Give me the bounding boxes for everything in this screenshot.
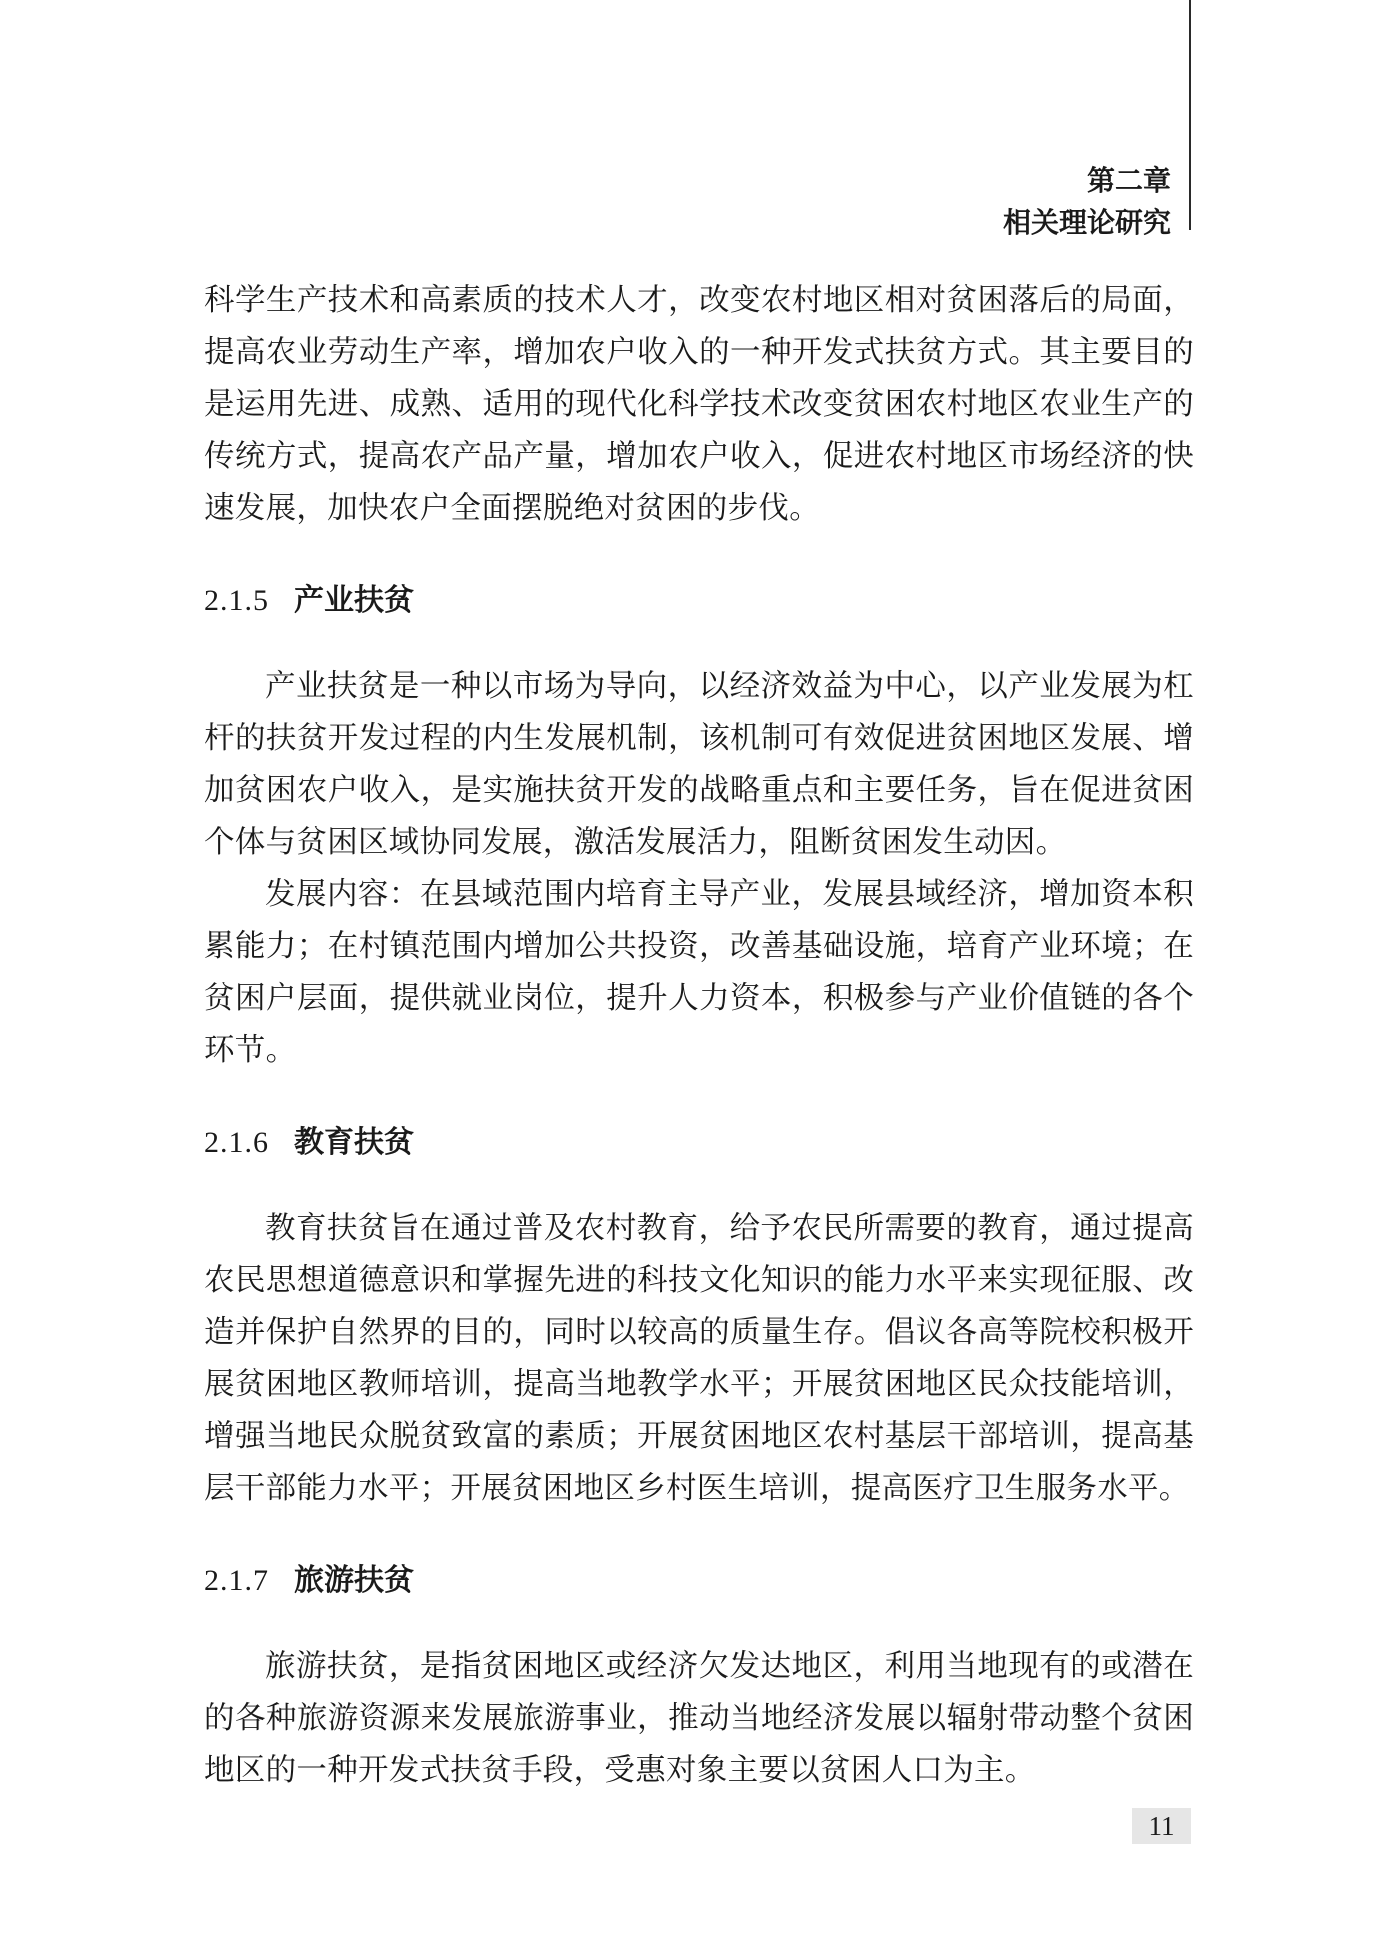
paragraph: 旅游扶贫，是指贫困地区或经济欠发达地区，利用当地现有的或潜在的各种旅游资源来发展旅游事业，推动当地经济发展以辐射带动整个贫困地区的一种开发式扶贫手段，受惠对象主要以贫困人口为主。 [204, 1649, 1194, 1788]
intro-paragraph: 科学生产技术和高素质的技术人才，改变农村地区相对贫困落后的局面，提高农业劳动生产率，增加农户收入的一种开发式扶贫方式。其主要目的是运用先进、成熟、适用的现代化科学技术改变贫困农村地区农业生产的传统方式，提高农产品产量，增加农户收入，促进农村地区市场经济的快速发展，加快农户全面摆脱绝对贫困的步伐。 [204, 283, 1194, 526]
paragraph: 产业扶贫是一种以市场为导向，以经济效益为中心，以产业发展为杠杆的扶贫开发过程的内生发展机制，该机制可有效促进贫困地区发展、增加贫困农户收入，是实施扶贫开发的战略重点和主要任务，旨在促进贫困个体与贫困区域协同发展，激活发展活力，阻断贫困发生动因。 [204, 669, 1194, 860]
header-vertical-rule [1189, 0, 1191, 230]
page-number: 11 [1132, 1808, 1191, 1844]
section-number: 2.1.5 [204, 584, 269, 617]
section-title: 产业扶贫 [294, 583, 414, 618]
paragraph: 发展内容：在县域范围内培育主导产业，发展县域经济，增加资本积累能力；在村镇范围内增加公共投资，改善基础设施，培育产业环境；在贫困户层面，提供就业岗位，提升人力资本，积极参与产业价值链的各个环节。 [204, 877, 1194, 1068]
section-heading-2-1-6 [204, 1117, 1194, 1169]
section-heading-2-1-5 [204, 575, 1194, 627]
section-number: 2.1.6 [204, 1126, 269, 1159]
section-heading-2-1-7 [204, 1555, 1194, 1607]
section-title: 教育扶贫 [294, 1125, 414, 1160]
chapter-label: 第二章 [1086, 164, 1171, 197]
section-number: 2.1.7 [204, 1564, 269, 1597]
running-head [1003, 160, 1171, 244]
body-text [204, 275, 1194, 1797]
section-title: 旅游扶贫 [294, 1563, 414, 1598]
chapter-title: 相关理论研究 [1002, 206, 1171, 239]
paragraph: 教育扶贫旨在通过普及农村教育，给予农民所需要的教育，通过提高农民思想道德意识和掌握先进的科技文化知识的能力水平来实现征服、改造并保护自然界的目的，同时以较高的质量生存。倡议各高等院校积极开展贫困地区教师培训，提高当地教学水平；开展贫困地区民众技能培训，增强当地民众脱贫致富的素质；开展贫困地区农村基层干部培训，提高基层干部能力水平；开展贫困地区乡村医生培训，提高医疗卫生服务水平。 [204, 1211, 1194, 1506]
